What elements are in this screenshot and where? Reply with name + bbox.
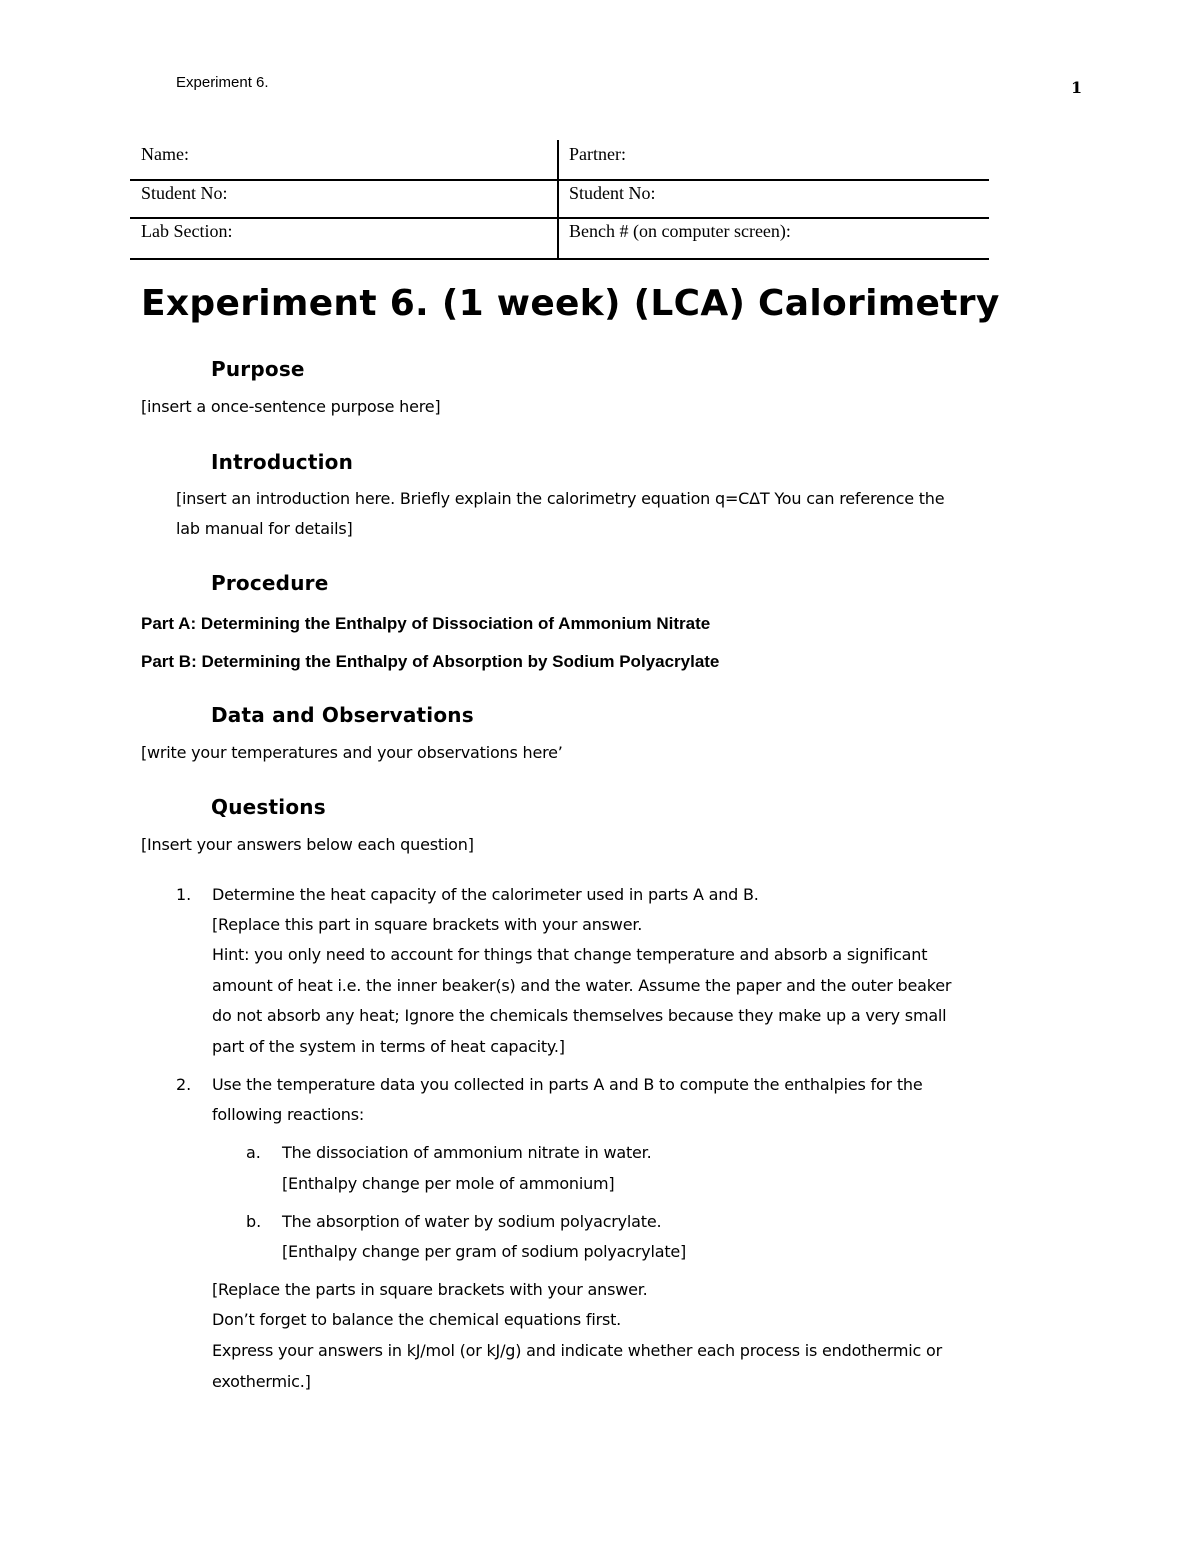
question-2-closing-line: Express your answers in kJ/mol (or kJ/g) and indicate whether each process is endothermic or — [212, 1341, 942, 1360]
student-no-label-left: Student No: — [141, 183, 228, 203]
purpose-heading: Purpose — [211, 357, 305, 381]
question-2a-line: The dissociation of ammonium nitrate in water. — [282, 1143, 652, 1162]
table-rule — [130, 217, 989, 219]
question-2-number: 2. — [176, 1075, 192, 1094]
question-1-line: Determine the heat capacity of the calorimeter used in parts A and B. — [212, 885, 759, 904]
question-2-line: Use the temperature data you collected in parts A and B to compute the enthalpies for the — [212, 1075, 923, 1094]
question-1-number: 1. — [176, 885, 192, 904]
question-1-line: do not absorb any heat; Ignore the chemicals themselves because they make up a very small — [212, 1006, 947, 1025]
data-observations-heading: Data and Observations — [211, 703, 474, 727]
question-2b-letter: b. — [246, 1212, 262, 1231]
question-2a-line: [Enthalpy change per mole of ammonium] — [282, 1174, 615, 1193]
introduction-text-line-2: lab manual for details] — [176, 519, 353, 538]
page-number: 1 — [1071, 78, 1083, 97]
question-2-line: following reactions: — [212, 1105, 365, 1124]
bench-label: Bench # (on computer screen): — [569, 221, 791, 241]
page-title: Experiment 6. (1 week) (LCA) Calorimetry — [141, 283, 1000, 324]
question-1-line: part of the system in terms of heat capacity.] — [212, 1037, 565, 1056]
procedure-part-a: Part A: Determining the Enthalpy of Dissociation of Ammonium Nitrate — [141, 614, 711, 633]
running-header: Experiment 6. — [176, 74, 269, 91]
table-rule — [130, 258, 989, 260]
introduction-heading: Introduction — [211, 450, 354, 474]
question-1-line: amount of heat i.e. the inner beaker(s) and the water. Assume the paper and the outer beaker — [212, 976, 952, 995]
partner-field-label: Partner: — [569, 144, 626, 164]
question-2b-line: The absorption of water by sodium polyacrylate. — [282, 1212, 662, 1231]
student-info-table — [130, 140, 989, 260]
introduction-text-line-1: [insert an introduction here. Briefly explain the calorimetry equation q=CΔT You can reference the — [176, 489, 945, 508]
table-rule — [130, 179, 989, 181]
lab-section-label: Lab Section: — [141, 221, 233, 241]
questions-intro: [Insert your answers below each question] — [141, 835, 474, 854]
question-2a-letter: a. — [246, 1143, 261, 1162]
purpose-text: [insert a once-sentence purpose here] — [141, 397, 441, 416]
question-2-closing-line: [Replace the parts in square brackets with your answer. — [212, 1280, 648, 1299]
name-field-label: Name: — [141, 144, 189, 164]
procedure-heading: Procedure — [211, 571, 329, 595]
question-2-closing-line: exothermic.] — [212, 1372, 311, 1391]
question-1-line: Hint: you only need to account for things that change temperature and absorb a significant — [212, 945, 928, 964]
questions-heading: Questions — [211, 795, 326, 819]
table-divider-vertical — [557, 140, 559, 260]
question-2-closing-line: Don’t forget to balance the chemical equations first. — [212, 1310, 622, 1329]
question-1-line: [Replace this part in square brackets with your answer. — [212, 915, 643, 934]
question-2b-line: [Enthalpy change per gram of sodium polyacrylate] — [282, 1242, 687, 1261]
data-observations-text: [write your temperatures and your observations here’ — [141, 743, 563, 762]
student-no-label-right: Student No: — [569, 183, 656, 203]
procedure-part-b: Part B: Determining the Enthalpy of Absorption by Sodium Polyacrylate — [141, 652, 720, 671]
